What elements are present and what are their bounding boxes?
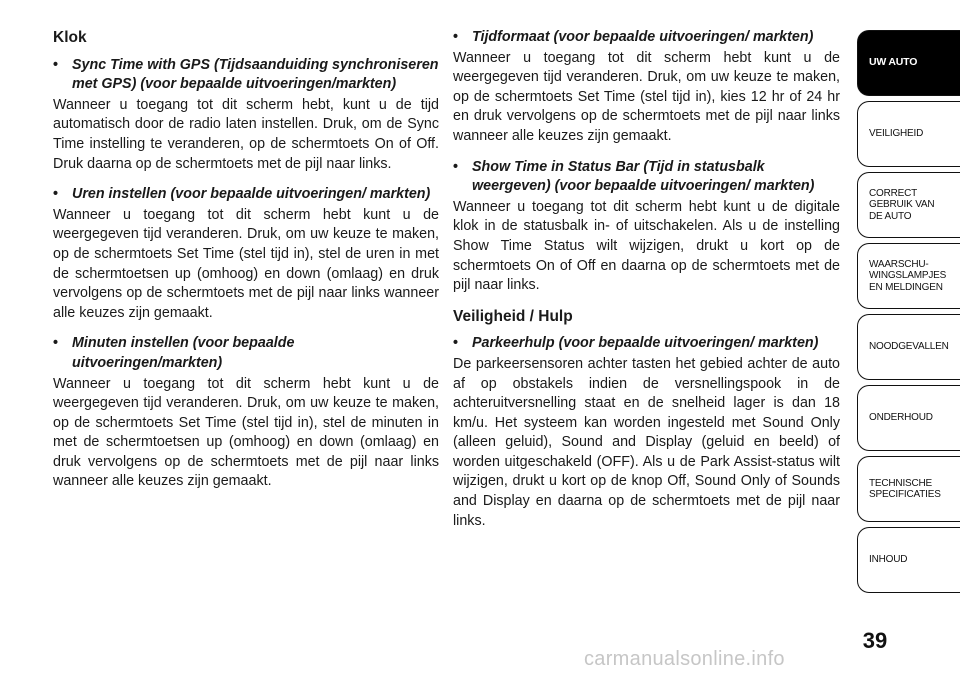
bullet-title: Show Time in Status Bar (Tijd in statusbalk weergeven) (voor bepaalde uitvoeringen/ markten) [472, 158, 815, 195]
bullet-title: Parkeerhulp (voor bepaalde uitvoeringen/ markten) [472, 335, 819, 352]
bullet-minuten-instellen [53, 334, 439, 373]
paragraph: Wanneer u toegang tot dit scherm hebt kunt u de digitale klok in de statusbalk in- of uitschakelen. Als u de instelling Show Time Status wilt wijzigen, drukt u kort op de schermtoets On of Off en daarna op de schermtoets met de pijl naar links. [453, 198, 840, 294]
bullet-dot: • [53, 335, 59, 352]
bullet-dot: • [53, 186, 59, 203]
bullet-dot: • [453, 335, 459, 352]
paragraph: Wanneer u toegang tot dit scherm hebt kunt u de weergegeven tijd veranderen. Druk, om uw keuze te maken, op de schermtoets Set Time (stel tijd in), stel de minuten in met de schermtoetsen up (omhoog) en down (omlaag) en druk vervolgens op de schermtoets met de pijl naar links wanneer alle keuzes zijn gemaakt. [53, 375, 439, 490]
tab-noodgevallen[interactable]: NOODGEVALLEN [857, 314, 960, 380]
tab-veiligheid[interactable]: VEILIGHEID [857, 101, 960, 167]
paragraph: De parkeersensoren achter tasten het gebied achter de auto af op obstakels indien de versnellingspook in de achteruitversnelling staat en de snelheid lager is dan 18 km/u. Het systeem kan worden ingesteld met Sound Only (alleen geluid), Sound and Display (geluid en beeld) of worden uitgeschakeld (OFF). Als u de Park Assist-status wilt wijzigen, drukt u kort op de knop Off, Sound Only of Sounds and Display en daarna op de schermtoets met de pijl naar links. [453, 355, 840, 529]
bullet-uren-instellen [53, 185, 439, 205]
bullet-title: Uren instellen (voor bepaalde uitvoeringen/ markten) [72, 186, 431, 203]
left-column [53, 28, 439, 503]
tab-uw-auto[interactable]: UW AUTO [857, 30, 960, 96]
bullet-title: Sync Time with GPS (Tijdsaanduiding synchroniseren met GPS) (voor bepaalde uitvoeringen/markten) [72, 56, 439, 93]
bullet-title: Tijdformaat (voor bepaalde uitvoeringen/ markten) [472, 29, 814, 45]
chapter-tabs [857, 30, 960, 598]
bullet-tijdformaat [453, 28, 840, 48]
tab-onderhoud[interactable]: ONDERHOUD [857, 385, 960, 451]
page-number: 39 [862, 628, 888, 653]
paragraph: Wanneer u toegang tot dit scherm hebt kunt u de weergegeven tijd veranderen. Druk, om uw keuze te maken, op de schermtoets Set Time (stel tijd in), stel de uren in met de schermtoetsen up (omhoog) en down (omlaag) en druk vervolgens op de schermtoets met de pijl naar links wanneer alle keuzes zijn gemaakt. [53, 206, 439, 321]
bullet-dot: • [53, 56, 59, 73]
bullet-dot: • [453, 158, 459, 175]
tab-inhoud[interactable]: INHOUD [857, 527, 960, 593]
tab-waarschuwingslampjes[interactable]: WAARSCHU- WINGSLAMPJES EN MELDINGEN [857, 243, 960, 309]
watermark: carmanualsonline.info [584, 648, 785, 670]
bullet-show-time [453, 158, 840, 197]
bullet-parkeerhulp [453, 334, 840, 354]
tab-correct-gebruik[interactable]: CORRECT GEBRUIK VAN DE AUTO [857, 172, 960, 238]
section-heading-veiligheid: Veiligheid / Hulp [453, 307, 573, 325]
right-column [453, 28, 840, 542]
bullet-title: Minuten instellen (voor bepaalde uitvoeringen/markten) [72, 335, 295, 371]
paragraph: Wanneer u toegang tot dit scherm hebt, kunt u de tijd automatisch door de radio laten instellen. Druk, om de Sync Time instelling te veranderen, op de schermtoets On of Off. Druk daarna op de schermtoets met de pijl naar links. [53, 96, 439, 172]
bullet-dot: • [453, 29, 459, 45]
bullet-sync-time [53, 56, 439, 95]
section-heading-klok: Klok [53, 29, 87, 46]
paragraph: Wanneer u toegang tot dit scherm hebt kunt u de weergegeven tijd veranderen. Druk, om uw keuze te maken, op de schermtoets Set Time (stel tijd in), kies 12 hr of 24 hr en druk vervolgens op de schermtoets met de pijl naar links wanneer alle keuzes zijn gemaakt. [453, 49, 840, 144]
tab-technische-specificaties[interactable]: TECHNISCHE SPECIFICATIES [857, 456, 960, 522]
